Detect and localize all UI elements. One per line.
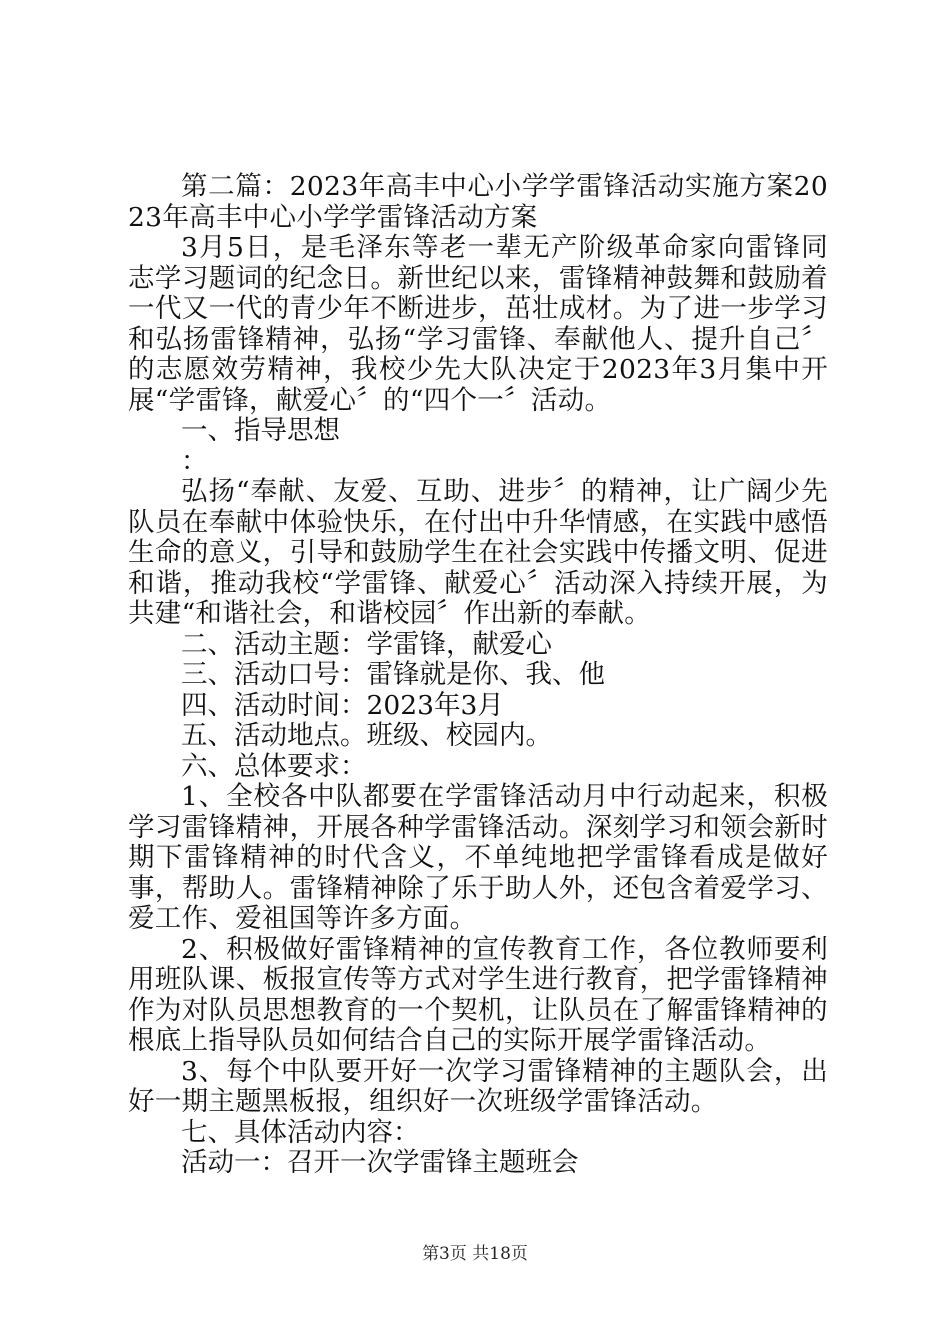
- title-paragraph: 第二篇：2023年高丰中心小学学雷锋活动实施方案2023年高丰中心小学学雷锋活动方案: [128, 171, 828, 233]
- page-number-footer: 第3页 共18页: [422, 1244, 528, 1264]
- section-heading-guiding-thought: 一、指导思想: [181, 415, 340, 446]
- activity-slogan: 三、活动口号：雷锋就是你、我、他: [181, 659, 605, 690]
- document-body: [128, 172, 828, 1179]
- colon-line: ：: [181, 445, 208, 477]
- activity-place: 五、活动地点。班级、校园内。: [181, 720, 552, 751]
- section-heading-activities: 七、具体活动内容：: [181, 1116, 420, 1148]
- activity-one: 活动一：召开一次学雷锋主题班会: [181, 1147, 579, 1178]
- section-heading-requirements: 六、总体要求：: [181, 750, 367, 782]
- intro-paragraph: 3月5日，是毛泽东等老一辈无产阶级革命家向雷锋同志学习题词的纪念日。新世纪以来，雷锋精神鼓舞和鼓励着一代又一代的青少年不断进步，茁壮成材。为了进一步学习和弘扬雷锋精神，弘扬“学习雷锋、奉献他人、提升自己〞的志愿效劳精神，我校少先大队决定于2023年3月集中开展“学雷锋，献爱心〞的“四个一〞活动。: [128, 232, 828, 416]
- requirement-3: 3、每个中队要开好一次学习雷锋精神的主题队会，出好一期主题黑板报，组织好一次班级学雷锋活动。: [128, 1055, 828, 1117]
- requirement-1: 1、全校各中队都要在学雷锋活动月中行动起来，积极学习雷锋精神，开展各种学雷锋活动。深刻学习和领会新时期下雷锋精神的时代含义，不单纯地把学雷锋看成是做好事，帮助人。雷锋精神除了乐于助人外，还包含着爱学习、爱工作、爱祖国等许多方面。: [128, 781, 828, 934]
- requirement-2: 2、积极做好雷锋精神的宣传教育工作，各位教师要利用班队课、板报宣传等方式对学生进行教育，把学雷锋精神作为对队员思想教育的一个契机，让队员在了解雷锋精神的根底上指导队员如何结合自己的实际开展学雷锋活动。: [128, 933, 828, 1056]
- activity-theme: 二、活动主题：学雷锋，献爱心: [181, 628, 552, 660]
- activity-time: 四、活动时间：2023年3月: [181, 689, 504, 721]
- guiding-thought-paragraph: 弘扬“奉献、友爱、互助、进步〞的精神，让广阔少先队员在奉献中体验快乐，在付出中升华情感，在实践中感悟生命的意义，引导和鼓励学生在社会实践中传播文明、促进和谐，推动我校“学雷锋、献爱心〞活动深入持续开展，为共建“和谐社会，和谐校园〞作出新的奉献。: [128, 476, 828, 629]
